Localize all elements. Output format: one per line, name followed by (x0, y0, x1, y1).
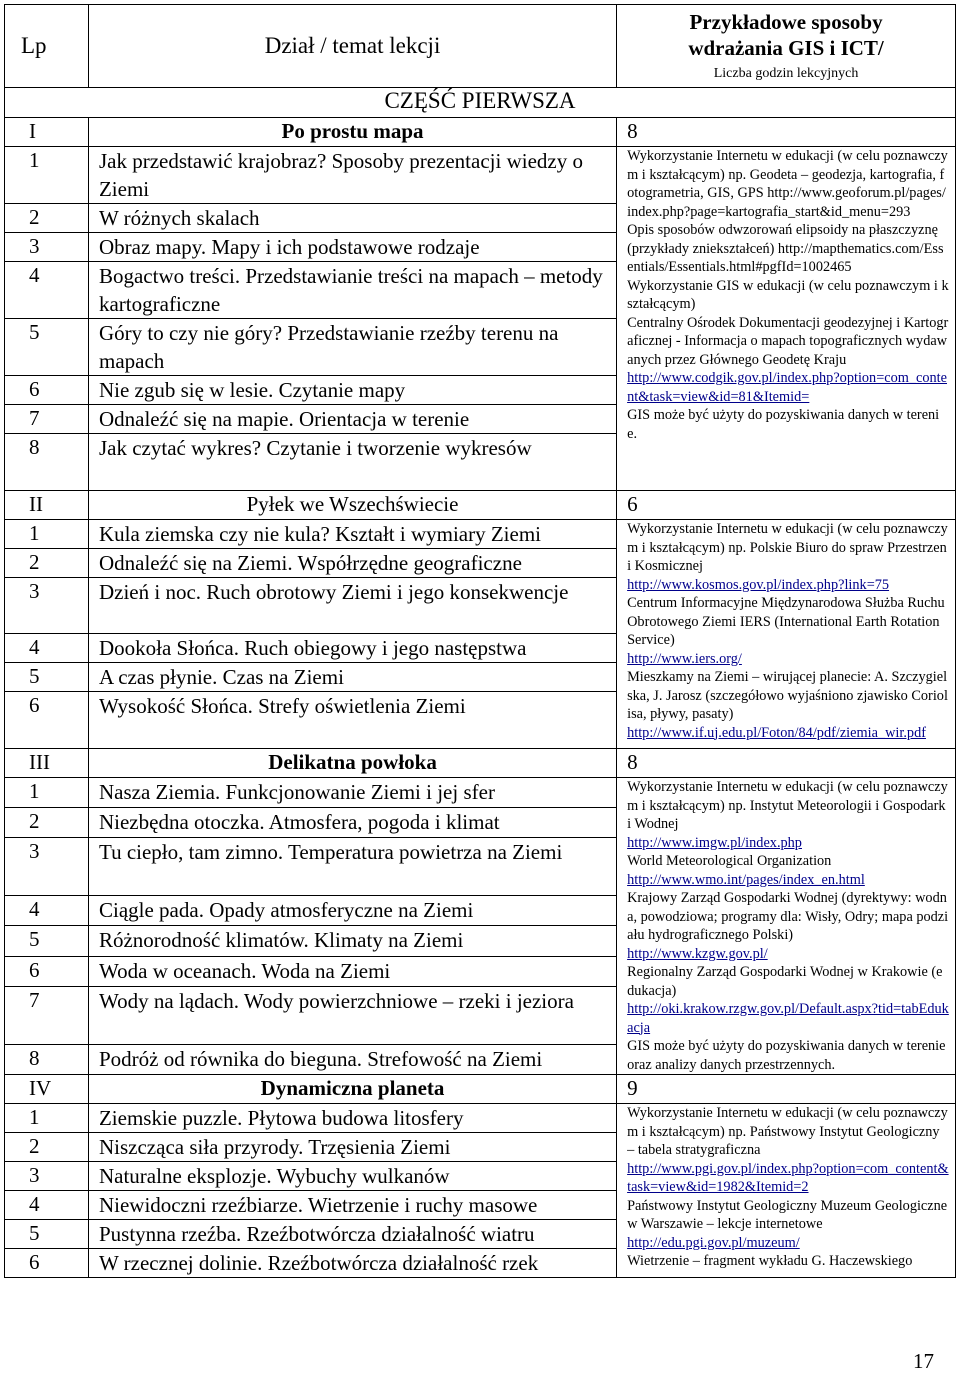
lesson-number: 2 (5, 1133, 89, 1162)
lesson-topic: Woda w oceanach. Woda na Ziemi (88, 956, 616, 986)
header-row (5, 5, 956, 88)
section-roman: I (5, 118, 89, 147)
lesson-number: 3 (5, 1162, 89, 1191)
lesson-number: 2 (5, 808, 89, 838)
resource-link[interactable]: http://www.kzgw.gov.pl/ (627, 945, 768, 962)
lesson-topic: Góry to czy nie góry? Przedstawianie rzeźby terenu na mapach (88, 319, 616, 376)
section-roman: III (5, 749, 89, 778)
lesson-topic: Pustynna rzeźba. Rzeźbotwórcza działalność wiatru (88, 1220, 616, 1249)
lesson-number: 3 (5, 578, 89, 634)
section-header-row (5, 491, 956, 520)
ict-description: Wykorzystanie GIS w edukacji (w celu poznawczym i kształcącym) (627, 277, 949, 312)
lesson-number: 8 (5, 1044, 89, 1074)
section-hours: 9 (617, 1075, 956, 1104)
ict-description: World Meteorological Organization (627, 853, 832, 869)
section-title: Pyłek we Wszechświecie (88, 491, 616, 520)
lesson-number: 4 (5, 896, 89, 926)
section-header-row (5, 118, 956, 147)
section-hours: 8 (617, 118, 956, 147)
lesson-number: 6 (5, 1249, 89, 1278)
ict-description: Centralny Ośrodek Dokumentacji geodezyjnej i Kartograficznej - Informacja o mapach topograficznych wydawanych przez Głównego Geodetę Kraju (627, 314, 949, 368)
ict-methods-cell (617, 1104, 956, 1278)
lesson-number: 6 (5, 376, 89, 405)
section-roman: II (5, 491, 89, 520)
lesson-topic: Kula ziemska czy nie kula? Kształt i wymiary Ziemi (88, 520, 616, 549)
lesson-number: 1 (5, 1104, 89, 1133)
lesson-topic: Odnaleźć się na mapie. Orientacja w terenie (88, 405, 616, 434)
lesson-row (5, 520, 956, 549)
ict-description: Mieszkamy na Ziemi – wirującej planecie: A. Szczygielska, J. Jarosz (szczegółowo wyjaśniono zjawisko Coriolisa, pływy, pasaty) (627, 669, 948, 722)
lesson-number: 1 (5, 520, 89, 549)
lesson-topic: Jak przedstawić krajobraz? Sposoby prezentacji wiedzy o Ziemi (88, 147, 616, 204)
lesson-topic: Podróż od równika do bieguna. Strefowość na Ziemi (88, 1044, 616, 1074)
ict-description: Wykorzystanie Internetu w edukacji (w celu poznawczym i kształcącym) np. Polskie Biuro do spraw Przestrzeni Kosmicznej (627, 521, 948, 574)
lesson-topic: Naturalne eksplozje. Wybuchy wulkanów (88, 1162, 616, 1191)
section-title: Po prostu mapa (88, 118, 616, 147)
ict-description: GIS może być użyty do pozyskiwania danych w terenie. (627, 407, 940, 442)
lesson-number: 3 (5, 233, 89, 262)
header-ict-title-1: Przykładowe sposoby (689, 10, 883, 34)
lesson-number: 5 (5, 319, 89, 376)
ict-description: Państwowy Instytut Geologiczny Muzeum Geologiczne w Warszawie – lekcje internetowe (627, 1197, 951, 1232)
lesson-number: 2 (5, 549, 89, 578)
lesson-number: 7 (5, 405, 89, 434)
resource-link[interactable]: http://oki.krakow.rzgw.gov.pl/Default.aspx?tid=tabEdukacja (627, 1001, 949, 1036)
ict-methods-cell (617, 778, 956, 1075)
lesson-number: 8 (5, 434, 89, 491)
ict-methods-cell (617, 147, 956, 491)
header-ict-title-2: wdrażania GIS i ICT/ (688, 36, 884, 60)
lesson-topic: Tu ciepło, tam zimno. Temperatura powietrza na Ziemi (88, 838, 616, 896)
ict-description: Krajowy Zarząd Gospodarki Wodnej (dyrektywy: wodna, powodziowa; programy dla: Wisły, Odry; mapa podziału hydrograficznego Polski) (627, 890, 949, 943)
ict-description: Wykorzystanie Internetu w edukacji (w celu poznawczym i kształcącym) np. Państwowy Instytut Geologiczny – tabela stratygraficzna (627, 1105, 948, 1158)
lesson-topic: Ciągle pada. Opady atmosferyczne na Ziemi (88, 896, 616, 926)
lesson-topic: Niszcząca siła przyrody. Trzęsienia Ziemi (88, 1133, 616, 1162)
lesson-number: 2 (5, 204, 89, 233)
lesson-topic: Dookoła Słońca. Ruch obiegowy i jego następstwa (88, 634, 616, 663)
header-ict-subtitle: Liczba godzin lekcyjnych (713, 66, 859, 81)
header-lp: Lp (5, 5, 89, 88)
lesson-row (5, 1104, 956, 1133)
lesson-number: 5 (5, 663, 89, 692)
lesson-number: 1 (5, 147, 89, 204)
section-title: Delikatna powłoka (88, 749, 616, 778)
lesson-topic: W różnych skalach (88, 204, 616, 233)
curriculum-table (4, 4, 956, 1278)
lesson-number: 4 (5, 634, 89, 663)
ict-description: GIS może być użyty do pozyskiwania danych w terenie oraz analizy danych przestrzennych. (627, 1038, 950, 1073)
ict-methods-cell (617, 520, 956, 749)
lesson-topic: A czas płynie. Czas na Ziemi (88, 663, 616, 692)
ict-description: Regionalny Zarząd Gospodarki Wodnej w Krakowie (edukacja) (627, 964, 943, 999)
header-topic: Dział / temat lekcji (88, 5, 616, 88)
ict-description: Wietrzenie – fragment wykładu G. Haczewskiego (627, 1253, 913, 1269)
lesson-number: 5 (5, 1220, 89, 1249)
section-hours: 6 (617, 491, 956, 520)
lesson-topic: Niezbędna otoczka. Atmosfera, pogoda i klimat (88, 808, 616, 838)
lesson-number: 7 (5, 986, 89, 1044)
section-hours: 8 (617, 749, 956, 778)
lesson-topic: Wody na lądach. Wody powierzchniowe – rzeki i jeziora (88, 986, 616, 1044)
part-row (5, 88, 956, 118)
header-ict (617, 5, 956, 88)
lesson-topic: Różnorodność klimatów. Klimaty na Ziemi (88, 926, 616, 956)
lesson-number: 6 (5, 956, 89, 986)
resource-link[interactable]: http://www.wmo.int/pages/index_en.html (627, 871, 865, 888)
resource-link[interactable]: http://www.codgik.gov.pl/index.php?option=com_content&task=view&id=81&Itemid= (627, 370, 947, 405)
lesson-number: 3 (5, 838, 89, 896)
lesson-topic: Nasza Ziemia. Funkcjonowanie Ziemi i jej sfer (88, 778, 616, 808)
section-header-row (5, 749, 956, 778)
lesson-topic: Odnaleźć się na Ziemi. Współrzędne geograficzne (88, 549, 616, 578)
resource-link[interactable]: http://www.kosmos.gov.pl/index.php?link=75 (627, 576, 890, 593)
ict-description: Wykorzystanie Internetu w edukacji (w celu poznawczym i kształcącym) np. Geodeta – geodezja, kartografia, fotogrametria, GIS, GPS http://www.geoforum.pl/pages/index.php?page=kartografia_start&id_menu=293 (627, 148, 948, 220)
lesson-number: 5 (5, 926, 89, 956)
part-title: CZĘŚĆ PIERWSZA (5, 88, 956, 118)
resource-link[interactable]: http://www.iers.org/ (627, 650, 742, 667)
ict-description: Wykorzystanie Internetu w edukacji (w celu poznawczym i kształcącym) np. Instytut Meteorologii i Gospodarki Wodnej (627, 779, 948, 832)
lesson-number: 4 (5, 262, 89, 319)
section-title: Dynamiczna planeta (88, 1075, 616, 1104)
resource-link[interactable]: http://www.pgi.gov.pl/index.php?option=com_content&task=view&id=1982&Itemid=2 (627, 1160, 949, 1195)
lesson-topic: Ziemskie puzzle. Płytowa budowa litosfery (88, 1104, 616, 1133)
section-roman: IV (5, 1075, 89, 1104)
lesson-topic: W rzecznej dolinie. Rzeźbotwórcza działalność rzek (88, 1249, 616, 1278)
ict-description: Opis sposobów odwzorowań elipsoidy na płaszczyznę (przykłady zniekształceń) http://mapthematics.com/Essentials/Essentials.html#pgfId=1002465 (627, 222, 944, 275)
resource-link[interactable]: http://www.if.uj.edu.pl/Foton/84/pdf/ziemia_wir.pdf (627, 724, 926, 741)
lesson-number: 4 (5, 1191, 89, 1220)
page-number: 17 (913, 1349, 934, 1373)
resource-link[interactable]: http://www.imgw.pl/index.php (627, 834, 802, 851)
ict-description: Centrum Informacyjne Międzynarodowa Służba Ruchu Obrotowego Ziemi IERS (International Earth Rotation Service) (627, 595, 949, 648)
resource-link[interactable]: http://edu.pgi.gov.pl/muzeum/ (627, 1234, 800, 1251)
lesson-number: 6 (5, 692, 89, 749)
lesson-topic: Niewidoczni rzeźbiarze. Wietrzenie i ruchy masowe (88, 1191, 616, 1220)
lesson-topic: Dzień i noc. Ruch obrotowy Ziemi i jego konsekwencje (88, 578, 616, 634)
section-header-row (5, 1075, 956, 1104)
lesson-row (5, 147, 956, 204)
lesson-topic: Nie zgub się w lesie. Czytanie mapy (88, 376, 616, 405)
lesson-topic: Bogactwo treści. Przedstawianie treści na mapach – metody kartograficzne (88, 262, 616, 319)
lesson-number: 1 (5, 778, 89, 808)
lesson-topic: Wysokość Słońca. Strefy oświetlenia Ziemi (88, 692, 616, 749)
lesson-topic: Jak czytać wykres? Czytanie i tworzenie wykresów (88, 434, 616, 491)
lesson-topic: Obraz mapy. Mapy i ich podstawowe rodzaje (88, 233, 616, 262)
lesson-row (5, 778, 956, 808)
